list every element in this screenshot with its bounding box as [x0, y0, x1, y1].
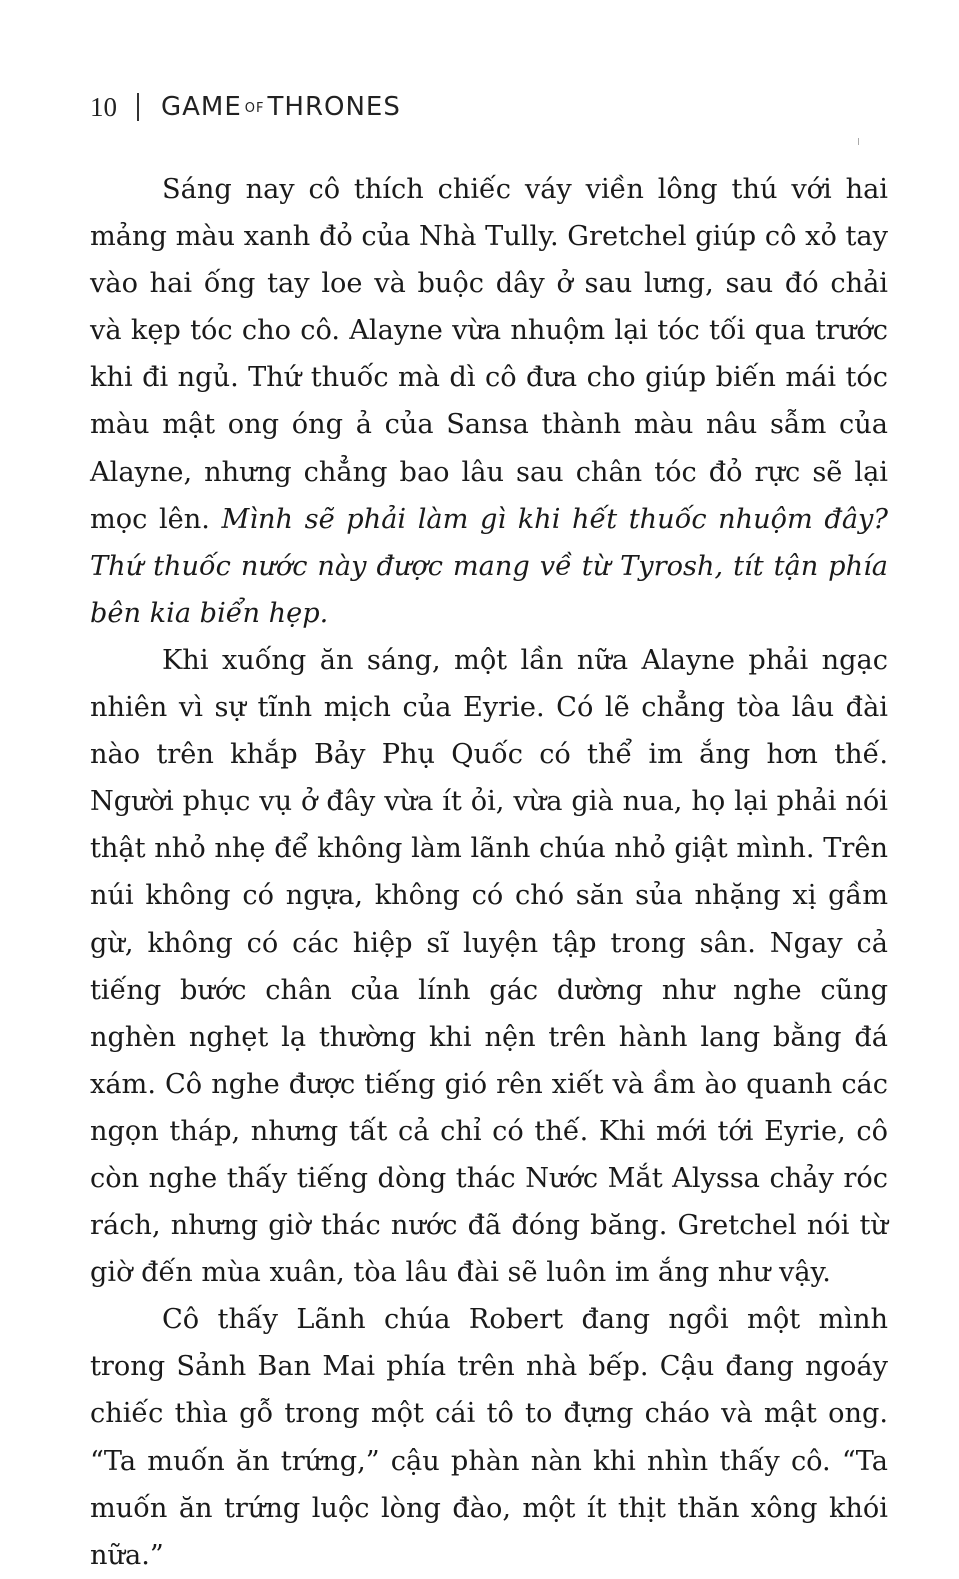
- running-header: [90, 90, 401, 124]
- header-divider: [137, 93, 139, 121]
- scan-mark: [858, 138, 859, 145]
- paragraph-1-text: Sáng nay cô thích chiếc váy viền lông thú với hai mảng màu xanh đỏ của Nhà Tully. Gretchel giúp cô xỏ tay vào hai ống tay loe và buộc dây ở sau lưng, sau đó chải và kẹp tóc cho cô. Alayne vừa nhuộm lại tóc tối qua trước khi đi ngủ. Thứ thuốc mà dì cô đưa cho giúp biến mái tóc màu mật ong óng ả của Sansa thành màu nâu sẫm của Alayne, nhưng chẳng bao lâu sau chân tóc đỏ rực sẽ lại mọc lên.: [90, 174, 888, 535]
- book-title-game: GAME: [161, 92, 242, 122]
- paragraph-3: Cô thấy Lãnh chúa Robert đang ngồi một mình trong Sảnh Ban Mai phía trên nhà bếp. Cậu đang ngoáy chiếc thìa gỗ trong một cái tô to đựng cháo và mật ong. “Ta muốn ăn trứng,” cậu phàn nàn khi nhìn thấy cô. “Ta muốn ăn trứng luộc lòng đào, một ít thịt thăn xông khói nữa.”: [90, 1304, 888, 1571]
- book-title-of: OF: [244, 101, 265, 116]
- page-body: [90, 166, 888, 1579]
- paragraph-1: [90, 166, 888, 637]
- paragraph-2: Khi xuống ăn sáng, một lần nữa Alayne phải ngạc nhiên vì sự tĩnh mịch của Eyrie. Có lẽ chẳng tòa lâu đài nào trên khắp Bảy Phụ Quốc có thể im ắng hơn thế. Người phục vụ ở đây vừa ít ỏi, vừa già nua, họ lại phải nói thật nhỏ nhẹ để không làm lãnh chúa nhỏ giật mình. Trên núi không có ngựa, không có chó săn sủa nhặng xị gầm gừ, không có các hiệp sĩ luyện tập trong sân. Ngay cả tiếng bước chân của lính gác dường như nghe cũng nghèn nghẹt lạ thường khi nện trên hành lang bằng đá xám. Cô nghe được tiếng gió rên xiết và ầm ào quanh các ngọn tháp, nhưng tất cả chỉ có thế. Khi mới tới Eyrie, cô còn nghe thấy tiếng dòng thác Nước Mắt Alyssa chảy róc rách, nhưng giờ thác nước đã đóng băng. Gretchel nói từ giờ đến mùa xuân, tòa lâu đài sẽ luôn im ắng như vậy.: [90, 644, 888, 1289]
- book-title-thrones: THRONES: [267, 92, 401, 122]
- book-title: [161, 92, 401, 122]
- paragraph-1-italic: Mình sẽ phải làm gì khi hết thuốc nhuộm đây? Thứ thuốc nước này được mang về từ Tyrosh, tít tận phía bên kia biển hẹp.: [90, 503, 888, 629]
- page-number: 10: [90, 91, 117, 122]
